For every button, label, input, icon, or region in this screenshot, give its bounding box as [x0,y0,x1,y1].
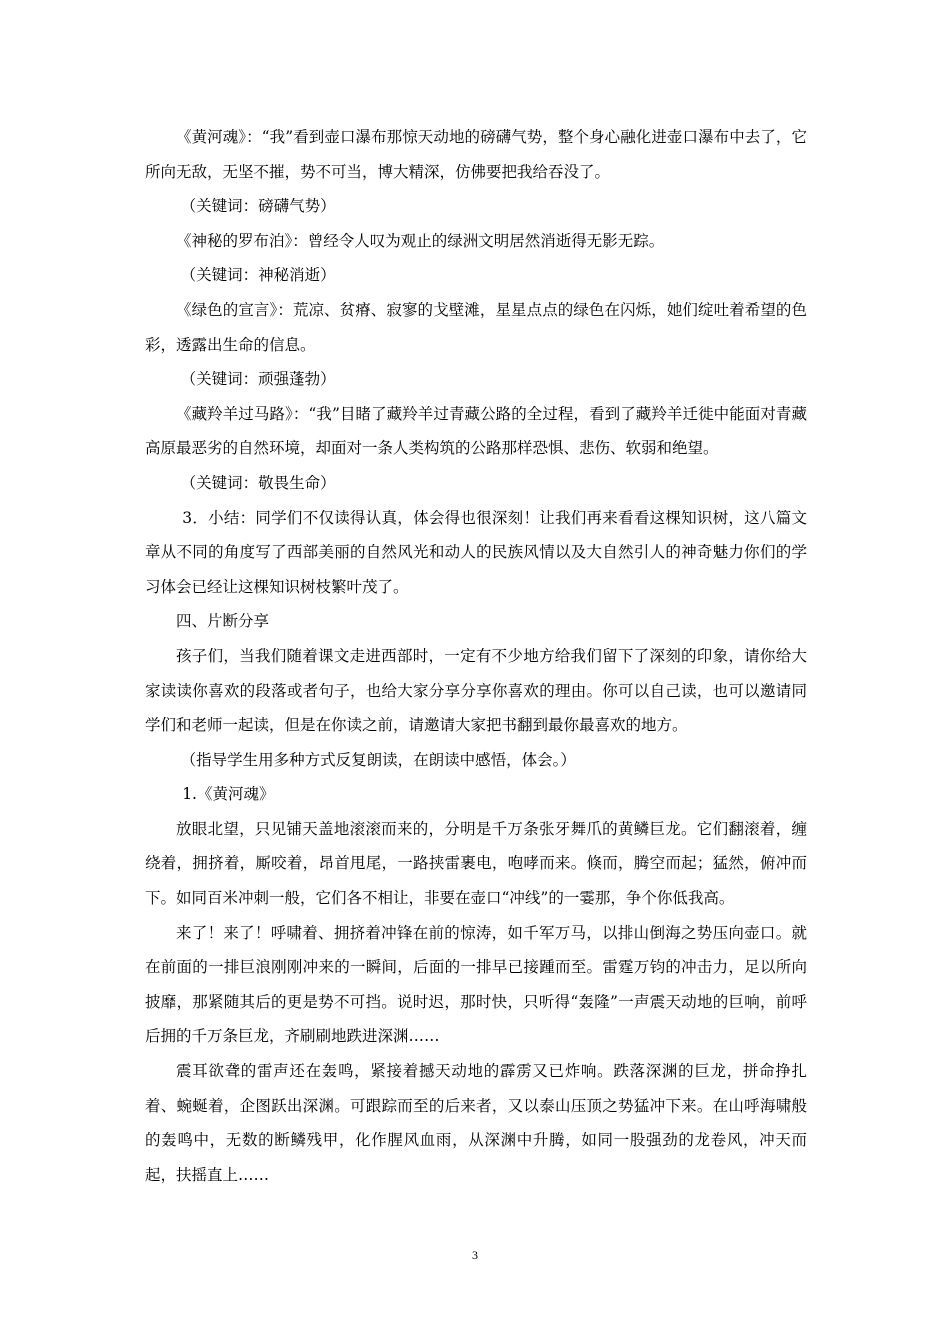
subsection-heading: 1.《黄河魂》 [182,785,275,804]
keyword-note: （关键词：顽强蓬勃） [180,370,336,389]
keyword-note: （关键词：磅礴气势） [180,197,336,216]
keyword-note: （关键词：神秘消逝） [180,266,336,285]
paragraph: 《绿色的宣言》：荒凉、贫瘠、寂寥的戈壁滩，星星点点的绿色在闪烁，她们绽吐着希望的色彩，透露出生命的信息。 [145,300,807,354]
excerpt-paragraph: 放眼北望，只见铺天盖地滚滚而来的，分明是千万条张牙舞爪的黄鳞巨龙。它们翻滚着，缠绕着，拥挤着，厮咬着，昂首甩尾，一路挟雷裹电，咆哮而来。倏而，腾空而起；猛然，俯冲而下。如同百米冲刺一般，它们各不相让，非要在壶口“冲线”的一霎那，争个你低我高。 [145,819,807,908]
excerpt-paragraph: 震耳欲聋的雷声还在轰鸣，紧接着撼天动地的霹雳又已炸响。跌落深渊的巨龙，拼命挣扎着、蜿蜒着，企图跃出深渊。可跟踪而至的后来者，又以泰山压顶之势猛冲下来。在山呼海啸般的轰鸣中，无数的断鳞残甲，化作腥风血雨，从深渊中升腾，如同一股强劲的龙卷风，冲天而起，扶摇直上…… [145,1062,807,1184]
paragraph: 《黄河魂》：“我”看到壶口瀑布那惊天动地的磅礴气势，整个身心融化进壶口瀑布中去了，它所向无敌，无坚不摧，势不可当，博大精深，仿佛要把我给吞没了。 [145,128,807,181]
page-number: 3 [472,1248,478,1262]
section-heading: 四、片断分享 [176,612,270,631]
keyword-note: （关键词：敬畏生命） [180,473,336,492]
paragraph: 《藏羚羊过马路》：“我”目睹了藏羚羊过青藏公路的全过程，看到了藏羚羊迁徙中能面对青藏高原最恶劣的自然环境，却面对一条人类构筑的公路那样恐惧、悲伤、软弱和绝望。 [145,404,807,458]
summary-paragraph: 3．小结：同学们不仅读得认真，体会得也很深刻！让我们再来看看这棵知识树，这八篇文章从不同的角度写了西部美丽的自然风光和动人的民族风情以及大自然引人的神奇魅力你们的学习体会已经让这棵知识树枝繁叶茂了。 [145,508,807,596]
document-body [145,120,807,1192]
paragraph: 孩子们，当我们随着课文走进西部时，一定有不少地方给我们留下了深刻的印象，请你给大家读读你喜欢的段落或者句子，也给大家分享分享你喜欢的理由。你可以自己读，也可以邀请同学们和老师一起读，但是在你读之前，请邀请大家把书翻到最你最喜欢的地方。 [145,646,807,735]
paragraph: 《神秘的罗布泊》：曾经令人叹为观止的绿洲文明居然消逝得无影无踪。 [176,231,665,250]
instruction-note: （指导学生用多种方式反复朗读，在朗读中感悟，体会。） [180,750,576,769]
excerpt-paragraph: 来了！来了！呼啸着、拥挤着冲锋在前的惊涛，如千军万马，以排山倒海之势压向壶口。就在前面的一排巨浪刚刚冲来的一瞬间，后面的一排早已接踵而至。雷霆万钧的冲击力，足以所向披靡，那紧随其后的更是势不可挡。说时迟，那时快，只听得“轰隆”一声震天动地的巨响，前呼后拥的千万条巨龙，齐刷刷地跌进深渊…… [145,923,807,1046]
